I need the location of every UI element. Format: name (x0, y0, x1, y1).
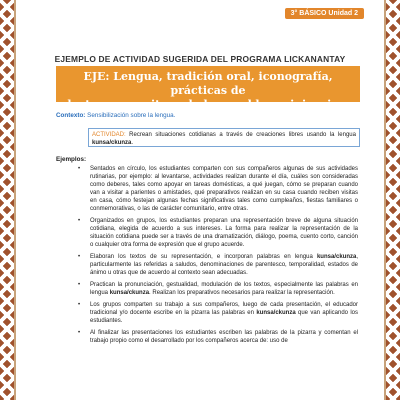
bullet-icon: • (78, 254, 81, 260)
examples-title: Ejemplos: (56, 156, 87, 163)
list-item (78, 217, 358, 249)
list-item (78, 165, 358, 213)
example-language: kunsa/ckunza (316, 254, 357, 260)
list-item (78, 281, 358, 297)
bullet-icon: • (78, 330, 81, 336)
example-text-post: que van aplicando los estudiantes. (90, 310, 358, 324)
example-language: kunsa/ckunza (109, 290, 150, 296)
axis-title-line-2: lectura y escritura de los pueblos originarios. (67, 98, 349, 111)
example-text: Al finalizar las presentaciones los estudiantes escriben las palabras de la pizarra y comentan el trabajo propio como el desarrollado por los compañeros acerca de: uso de (90, 330, 358, 344)
example-text-pre: Los grupos comparten su trabajo a sus compañeros, luego de cada presentación, el educador tradicional y/o docente escribe en la pizarra las palabras en (90, 302, 358, 316)
example-text: Sentados en círculo, los estudiantes comparten con sus compañeros algunas de sus actividades rutinarias, por ejemplo: al levantarse, actividades realizan durante el día, cuáles son consideradas como deberes, tales como apoyar en tareas domésticas, a qué juegan, cómo se preparan cuando van a visitar a parientes o amistades, qué preparativos realizan en su casa cuando reciben visitas en casa, cómo festejan algunas fechas significativas tales como cumpleaños, fiestas familiares o conmemorativas, o las de carácter comunitario, entre otras. (90, 166, 358, 212)
list-item (78, 301, 358, 325)
axis-title-box (56, 66, 360, 111)
context-label: Contexto: (56, 112, 86, 119)
example-text-post: . Realizan los preparativos necesarios para realizar la representación. (149, 290, 335, 296)
activity-language: kunsa/ckunza (92, 139, 132, 146)
example-text-pre: Practican la pronunciación, gestualidad, modulación de los textos, especialmente las palabras en lengua (90, 282, 358, 296)
example-text-pre: Elaboran los textos de su representación, e incorporan palabras en lengua (90, 254, 317, 260)
bullet-icon: • (78, 302, 81, 308)
activity-label: ACTIVIDAD: (92, 131, 126, 138)
examples-list (78, 165, 358, 349)
bullet-icon: • (78, 166, 81, 172)
bullet-icon: • (78, 218, 81, 224)
list-item (78, 329, 358, 345)
activity-end: . (131, 139, 134, 146)
bullet-icon: • (78, 282, 81, 288)
activity-box (88, 128, 360, 147)
context-value: Sensibilización sobre la lengua. (87, 112, 176, 119)
example-text-post: , particularmente las referidas a saludos, denominaciones de parentesco, temporalidad, estados de ánimo u otras que de acuerdo al contexto sean adecuadas. (90, 254, 358, 276)
axis-title-line-1: EJE: Lengua, tradición oral, iconografía, prácticas de (83, 70, 333, 97)
context-line (56, 112, 175, 119)
program-title: EJEMPLO DE ACTIVIDAD SUGERIDA DEL PROGRAMA LICKANANTAY (54, 54, 346, 64)
example-text: Organizados en grupos, los estudiantes preparan una representación breve de alguna situación cotidiana, elegida de acuerdo a sus intereses. La forma para realizar la representación de la situación cotidiana puede ser a través de una dramatización, diálogo, poema, cuento corto, canción o cualquier otra forma de expresión que el grupo acuerde. (90, 218, 358, 248)
activity-text: Recrean situaciones cotidianas a través de creaciones libres usando la lengua (125, 131, 356, 138)
example-language: kunsa/ckunza (256, 310, 296, 316)
list-item (78, 253, 358, 277)
grade-badge: 3° BÁSICO Unidad 2 (285, 8, 364, 19)
